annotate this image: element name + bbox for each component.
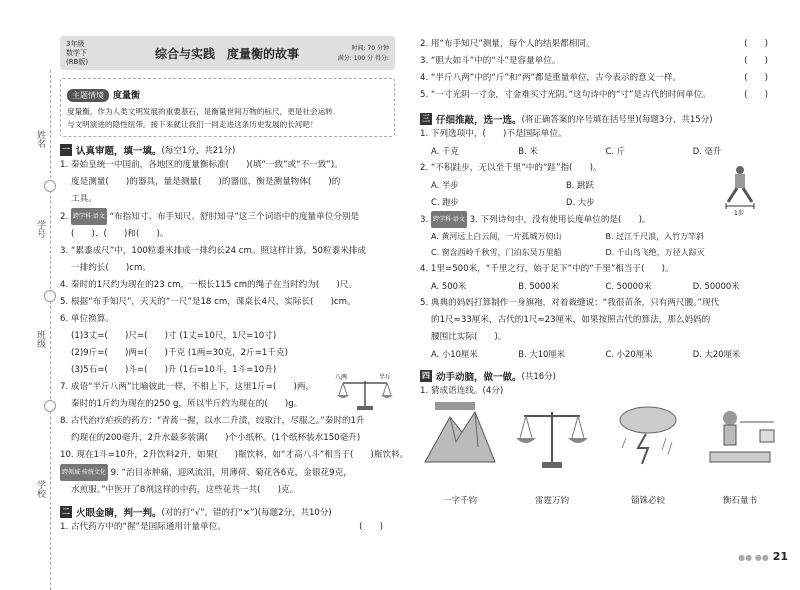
question-line: 约现在的200毫升，2升水最多装满( )个小纸杯。(1个纸杯装水150毫升): [71, 433, 361, 443]
choice-option[interactable]: C. 跑步: [431, 197, 459, 207]
choice-option[interactable]: D. 毫升: [692, 146, 722, 156]
question-line: (3)5石=( )斗=( )升 (1石=10斗，1斗=10升): [71, 365, 277, 375]
question-line: 秦时的1斤约为现在的250 g，所以半斤约为现在的( )g。: [71, 399, 303, 409]
subject-tag: 跨领域·传统文化: [60, 464, 108, 481]
question-line: [60, 519, 395, 536]
section-number: 二: [62, 507, 70, 516]
question-line: 3. “累黍成尺”中，100粒黍米排成一排约长24 cm。照这样计算，50粒黍米排成: [60, 246, 366, 256]
answer-blank[interactable]: ( ): [744, 73, 768, 83]
idiom-label: 锱铢必较: [630, 496, 665, 506]
scholar-scale-icon: [700, 402, 780, 472]
section-heading: [420, 112, 780, 126]
question-7-block: [60, 374, 395, 413]
balance-scale-icon: [335, 373, 395, 411]
page-title: 综合与实践 度量衡的故事: [155, 47, 300, 61]
margin-label-class: 班级: [35, 330, 45, 348]
choice-option[interactable]: A. 千克: [431, 146, 459, 156]
time-limit: 时间: 70 分钟: [351, 45, 389, 52]
subject-text: 数学下: [66, 49, 87, 57]
question-line: [420, 70, 780, 87]
section-heading: [60, 505, 395, 519]
idiom-label: 雷霆万钧: [534, 496, 569, 506]
section-note: (每空1分，共21分): [161, 146, 236, 156]
question-line: 2. “不积跬步，无以至千里”中的“跬”指( )。: [420, 163, 602, 173]
choice-option[interactable]: D. 大20厘米: [692, 349, 741, 359]
choice-option[interactable]: B. 跳跃: [566, 180, 594, 190]
choice-option[interactable]: B. 米: [518, 146, 538, 156]
question-line: [420, 36, 780, 53]
right-column: [420, 36, 780, 512]
mountain-icon: [420, 402, 500, 472]
section-number: 四: [422, 371, 430, 380]
choice-option[interactable]: B. 5000米: [518, 281, 560, 291]
margin-label-id: 学号: [35, 220, 45, 238]
question-text: 2. 用“布手知尺”测量，每个人的结果都相同。: [420, 39, 595, 49]
choice-option[interactable]: C. 斤: [605, 146, 626, 156]
question-2-block: [420, 160, 780, 216]
page-dots: ●● ●●: [738, 553, 769, 562]
question-text: 1. 古代药方中的“握”是国际通用计量单位。: [60, 522, 226, 532]
idiom-matching: [420, 402, 780, 512]
question-line: 10. 现在1斗=10升，2升饮料2升，如果( )瓶饮料，如“才高八斗”相当于( )瓶饮料。: [60, 450, 409, 460]
choice-option[interactable]: D. 千山鸟飞绝，万径人踪灭: [605, 248, 705, 257]
question-line: 1. 猜成语连线。(4分): [420, 386, 504, 396]
balance-scale-icon: [512, 402, 592, 472]
score-field: 满分: 100 分 得分:: [337, 55, 389, 62]
question-line: ( )、( )和( )。: [71, 229, 169, 239]
step-label: 1步: [734, 210, 744, 216]
choice-option[interactable]: B. 过江千尺浪，入竹万竿斜: [605, 232, 705, 241]
left-column: [60, 36, 409, 536]
binding-hole: [44, 290, 56, 302]
answer-blank[interactable]: ( ): [359, 522, 383, 532]
choice-option[interactable]: A. 500米: [431, 281, 467, 291]
choice-options: [420, 229, 780, 261]
answer-blank[interactable]: ( ): [744, 39, 768, 49]
binding-hole: [44, 400, 56, 412]
question-line: 4. 1里=500米，“千里之行，始于足下”中的“千里”相当于( )。: [420, 264, 674, 274]
section-number: 一: [62, 145, 70, 154]
question-text: 3. “胆大如斗”中的“斗”是容量单位。: [420, 56, 561, 66]
section-note: (共16分): [521, 372, 556, 382]
question-line: 3. 跨学科·语文 3. 下列诗句中，没有使用长度单位的是( )。: [420, 211, 780, 229]
choice-options: [420, 143, 780, 160]
choice-option[interactable]: A. 半步: [431, 180, 459, 190]
question-line: (1)3丈=( )尺=( )寸 (1丈=10尺，1尺=10寸): [71, 331, 277, 341]
choice-option[interactable]: A. 小10厘米: [431, 349, 478, 359]
idiom-label: 衡石量书: [722, 496, 757, 506]
header-meta: [338, 44, 389, 64]
section-note: (对的打“√”，错的打“×”)(每题2分，共10分): [161, 508, 332, 518]
question-line: 1. 下列选项中，( )不是国际单位。: [420, 129, 567, 139]
margin-label-school: 学校: [35, 480, 45, 498]
storm-cloud-icon: [608, 402, 688, 472]
question-text: 3. 下列诗句中，没有使用长度单位的是( )。: [469, 215, 651, 225]
binding-hole: [44, 180, 56, 192]
question-line: 8. 古代治疗疟疾的药方：“青蒿一握，以水二升渍，绞取汁，尽服之。”秦时的1升: [60, 416, 365, 426]
section-title: 火眼金睛，判一判。: [76, 508, 162, 519]
edition-text: (RB版): [66, 58, 89, 66]
section-title: 仔细推敲，选一选。: [436, 115, 522, 126]
subject-tag: 跨学科·语文: [71, 208, 107, 225]
question-line: [60, 464, 395, 482]
question-text: 9. “治目赤肿痛，迎风流泪，用薄荷、菊花各6克，金银花9克，: [110, 468, 352, 478]
question-line: 5. 典典的妈妈打算制作一身旗袍，对着裁缝说：“我很苗条，只有两尺腰。”现代: [420, 298, 720, 308]
question-line: [420, 87, 780, 104]
question-line: 度是测量( )的器具，量是测量( )的器皿，衡是测量物体( )的: [71, 177, 341, 187]
section-title: 动手动脑，做一做。: [436, 372, 522, 383]
answer-blank[interactable]: ( ): [744, 56, 768, 66]
cut-line: [50, 70, 51, 590]
choice-options: [420, 278, 780, 295]
walking-step-icon: [720, 164, 760, 216]
choice-option[interactable]: A. 黄河远上白云间，一片孤城万仞山: [431, 232, 562, 241]
section-heading: [420, 369, 780, 383]
answer-blank[interactable]: ( ): [744, 90, 768, 100]
balance-right-label: 半斤: [379, 374, 392, 381]
section-title: 认真审题，填一填。: [76, 146, 162, 157]
balance-left-label: 八两: [335, 374, 348, 381]
page-number: [738, 550, 788, 563]
page-header: [60, 36, 395, 70]
theme-line: 与文明演进的隐性纽带。接下来就让我们一同走进这条历史发展的长河吧！: [67, 120, 318, 129]
question-text: 5. “一寸光阴一寸金，寸金难买寸光阴。”这句诗中的“寸”是古代的时间单位。: [420, 90, 711, 100]
question-line: 腰围比实际( )。: [431, 332, 507, 342]
question-line: 工具。: [71, 194, 97, 204]
choice-option[interactable]: C. 50000米: [605, 281, 652, 291]
theme-line: 度量衡，作为人类文明发展的重要基石，是衡量世间万物的标尺，更是社会运转: [67, 107, 333, 116]
theme-box: [60, 78, 395, 137]
question-text: 4. “半斤八两”中的“斤”和“两”都是重量单位，古今表示的意义一样。: [420, 73, 682, 83]
choice-option[interactable]: C. 窗含西岭千秋雪，门泊东吴万里船: [431, 248, 562, 257]
theme-name: 度量衡: [113, 91, 141, 101]
page-number-text: 21: [772, 550, 788, 563]
question-line: 1. 秦始皇统一中国前，各地区的度量衡标准( )(填“一致”或“不一致”)。: [60, 160, 343, 170]
question-line: 2. 跨学科·语文 “布指知寸、布手知尺、舒肘知寻”这三个词语中的度量单位分别是: [60, 208, 395, 226]
question-line: 的1尺≈33厘米，古代的1尺≈23厘米，如果按照古代的算法，那么妈妈的: [431, 315, 711, 325]
question-line: (2)9斤=( )两=( )千克 (1两=30克，2斤=1千克): [71, 348, 288, 358]
choice-option[interactable]: D. 50000米: [692, 281, 740, 291]
section-heading: [60, 143, 395, 157]
section-note: (将正确答案的序号填在括号里)(每题3分，共15分): [521, 115, 713, 125]
section-number: 三: [422, 114, 430, 123]
choice-options: [420, 346, 780, 363]
question-text: “布指知寸、布手知尺、舒肘知寻”这三个词语中的度量单位分别是: [109, 212, 360, 222]
question-line: 7. 成语“半斤八两”比喻彼此一样，不相上下，这里1斤=( )两，: [60, 382, 315, 392]
choice-option[interactable]: C. 小20厘米: [605, 349, 653, 359]
choice-option[interactable]: D. 大步: [566, 197, 595, 207]
question-line: 4. 秦时的1尺约为现在的23 cm，一根长115 cm的绳子在当时约为( )尺。: [60, 280, 357, 290]
choice-option[interactable]: B. 大10厘米: [518, 349, 566, 359]
choice-options: [420, 177, 701, 194]
question-line: [420, 53, 780, 70]
grade-text: 3年级: [66, 40, 85, 48]
margin-label-name: 姓名: [35, 130, 45, 148]
question-line: 水煎服。”中医开了8剂这样的中药，这些花共一共( )克。: [71, 485, 299, 495]
idiom-label: 一字千钧: [442, 496, 477, 506]
question-line: 6. 单位换算。: [60, 314, 114, 324]
question-line: 5. 根据“布手知尺”，天天的“一尺”是18 cm，课桌长4尺，实际长( )cm。: [60, 297, 356, 307]
binding-margin: [0, 30, 60, 569]
grade-badge: [66, 40, 88, 67]
theme-tag: 主题情境: [67, 89, 109, 102]
question-line: 一排约长( )cm。: [71, 263, 151, 273]
subject-tag: 跨学科·语文: [431, 211, 467, 228]
theme-text: [67, 105, 388, 131]
choice-options: [420, 194, 701, 211]
